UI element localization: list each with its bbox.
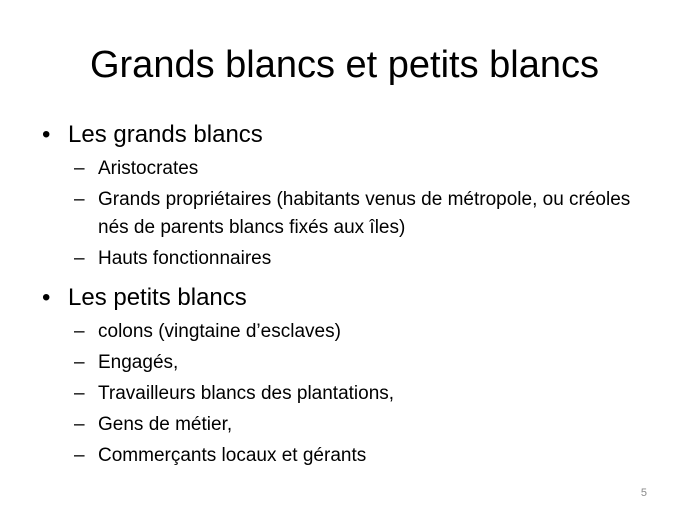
- list-item-text: colons (vingtaine d’esclaves): [98, 321, 341, 342]
- dash-icon: –: [74, 248, 85, 269]
- list-item: [68, 349, 660, 377]
- list-item-text: Engagés,: [98, 352, 179, 373]
- list-item: [68, 155, 660, 183]
- list-item-text: Travailleurs blancs des plantations,: [98, 383, 395, 404]
- dash-icon: –: [74, 321, 85, 342]
- bullet-icon: •: [42, 121, 51, 148]
- sub-list: [68, 155, 660, 273]
- dash-icon: –: [74, 158, 85, 179]
- list-item: [68, 245, 660, 273]
- list-item: [68, 318, 660, 346]
- list-item: [68, 380, 660, 408]
- section-heading: Les grands blancs: [68, 121, 263, 148]
- dash-icon: –: [74, 189, 85, 210]
- list-item: [68, 411, 660, 439]
- section-grands-blancs: [40, 118, 660, 273]
- page-number: 5: [640, 487, 647, 499]
- dash-icon: –: [74, 414, 85, 435]
- dash-icon: –: [74, 352, 85, 373]
- dash-icon: –: [74, 445, 85, 466]
- bullet-icon: •: [42, 284, 51, 311]
- list-item: [68, 186, 660, 242]
- section-heading: Les petits blancs: [68, 284, 247, 311]
- list-item-text: Commerçants locaux et gérants: [98, 445, 367, 466]
- list-item: [68, 442, 660, 470]
- dash-icon: –: [74, 383, 85, 404]
- slide-title: Grands blancs et petits blancs: [89, 44, 600, 86]
- sub-list: [68, 318, 660, 470]
- list-item-text: Gens de métier,: [98, 414, 233, 435]
- section-petits-blancs: [40, 281, 660, 470]
- list-item-text: Grands propriétaires (habitants venus de métropole, ou créoles nés de parents blancs fixés aux îles): [98, 189, 631, 238]
- list-item-text: Hauts fonctionnaires: [98, 248, 272, 269]
- list-item-text: Aristocrates: [98, 158, 199, 179]
- bullet-list: [40, 118, 660, 473]
